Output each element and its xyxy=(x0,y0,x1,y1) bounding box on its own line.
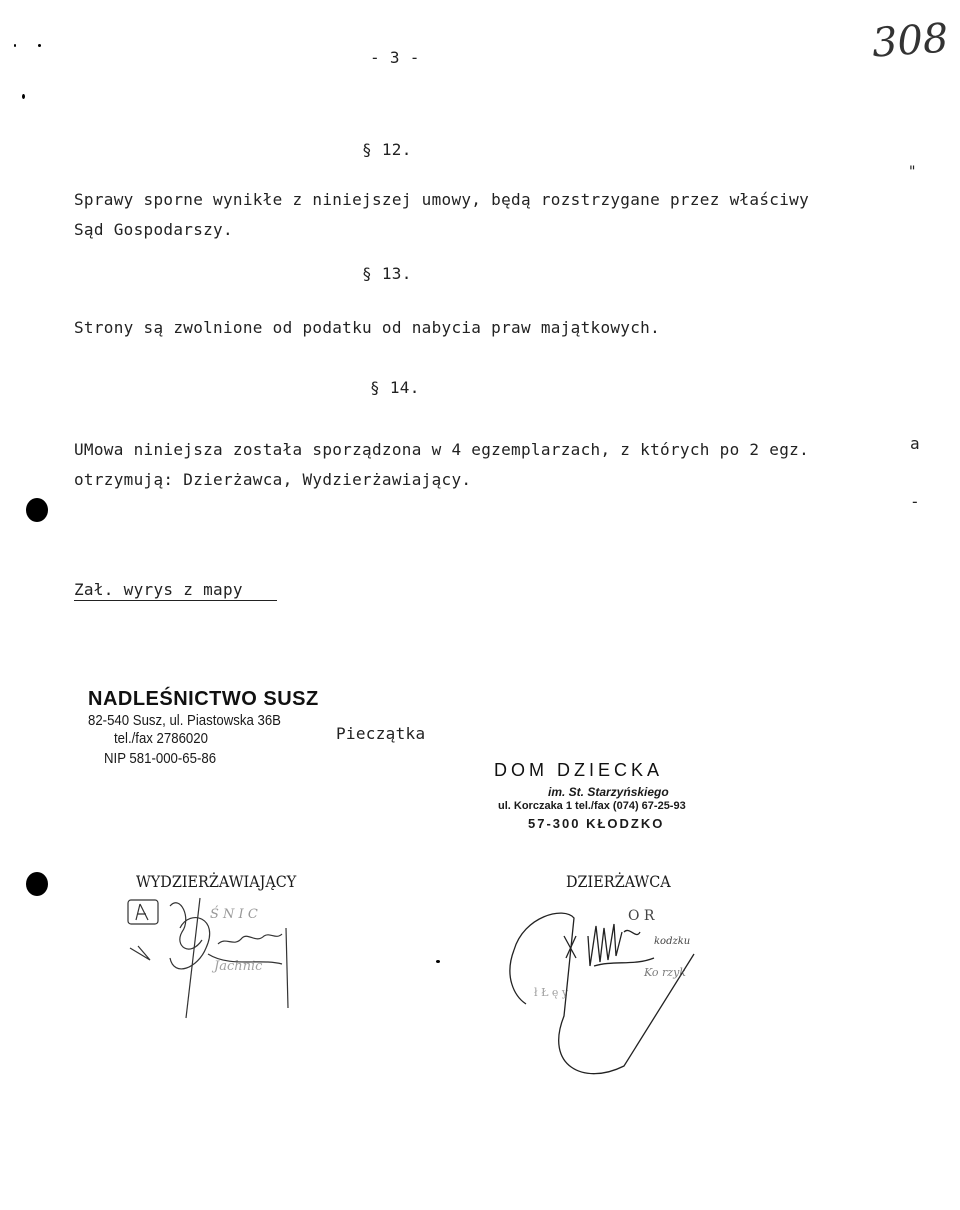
svg-text:O R: O R xyxy=(628,908,655,924)
speck xyxy=(436,960,440,963)
stamp-left-line-1: 82-540 Susz, ul. Piastowska 36B xyxy=(88,712,281,729)
seal-label: Pieczątka xyxy=(336,724,426,743)
section-14-sign: § 14. xyxy=(370,378,420,397)
stamp-right-line-3: 57-300 KŁODZKO xyxy=(528,816,665,831)
margin-dash: - xyxy=(910,492,920,511)
svg-text:Ko rzyk: Ko rzyk xyxy=(644,966,686,979)
page-number: - 3 - xyxy=(370,48,420,67)
right-signature-seal xyxy=(504,896,704,1086)
section-12-line-1: Sprawy sporne wynikłe z niniejszej umowy, będą rozstrzygane przez właściwy xyxy=(74,190,810,209)
section-13-line-1: Strony są zwolnione od podatku od nabycia praw majątkowych. xyxy=(74,318,661,337)
signature-label-left: WYDZIERŻAWIAJĄCY xyxy=(136,872,297,891)
punch-hole xyxy=(26,498,48,522)
margin-letter-a: a xyxy=(910,434,920,453)
section-12-line-2: Sąd Gospodarszy. xyxy=(74,220,233,239)
stamp-right-title: DOM DZIECKA xyxy=(494,760,664,780)
left-signature-seal xyxy=(110,888,330,1028)
speck xyxy=(38,44,41,47)
punch-hole xyxy=(26,872,48,896)
svg-text:kodzku: kodzku xyxy=(654,936,691,947)
stamp-right-line-2: ul. Korczaka 1 tel./fax (074) 67-25-93 xyxy=(498,800,686,812)
svg-text:ł Ł ę y: ł Ł ę y xyxy=(534,986,569,999)
stamp-left-line-2: tel./fax 2786020 xyxy=(114,730,208,747)
attachment-note: Zał. wyrys z mapy xyxy=(74,580,277,601)
speck xyxy=(22,94,25,99)
archive-number: 308 xyxy=(870,15,950,67)
svg-text:Ś N I C: Ś N I C xyxy=(210,907,258,922)
stamp-right-line-1: im. St. Starzyńskiego xyxy=(548,785,669,799)
svg-text:Jachnic: Jachnic xyxy=(214,959,263,974)
section-13-sign: § 13. xyxy=(362,264,412,283)
signature-label-right: DZIERŻAWCA xyxy=(566,872,671,891)
section-12-sign: § 12. xyxy=(362,140,412,159)
stamp-left-title: NADLEŚNICTWO SUSZ xyxy=(88,688,319,710)
margin-quote: " xyxy=(908,164,917,180)
stamp-left-line-3: NIP 581-000-65-86 xyxy=(104,750,217,767)
section-14-line-1: UMowa niniejsza została sporządzona w 4 egzemplarzach, z których po 2 egz. xyxy=(74,440,810,459)
speck xyxy=(14,44,16,47)
section-14-line-2: otrzymują: Dzierżawca, Wydzierżawiający. xyxy=(74,470,472,489)
